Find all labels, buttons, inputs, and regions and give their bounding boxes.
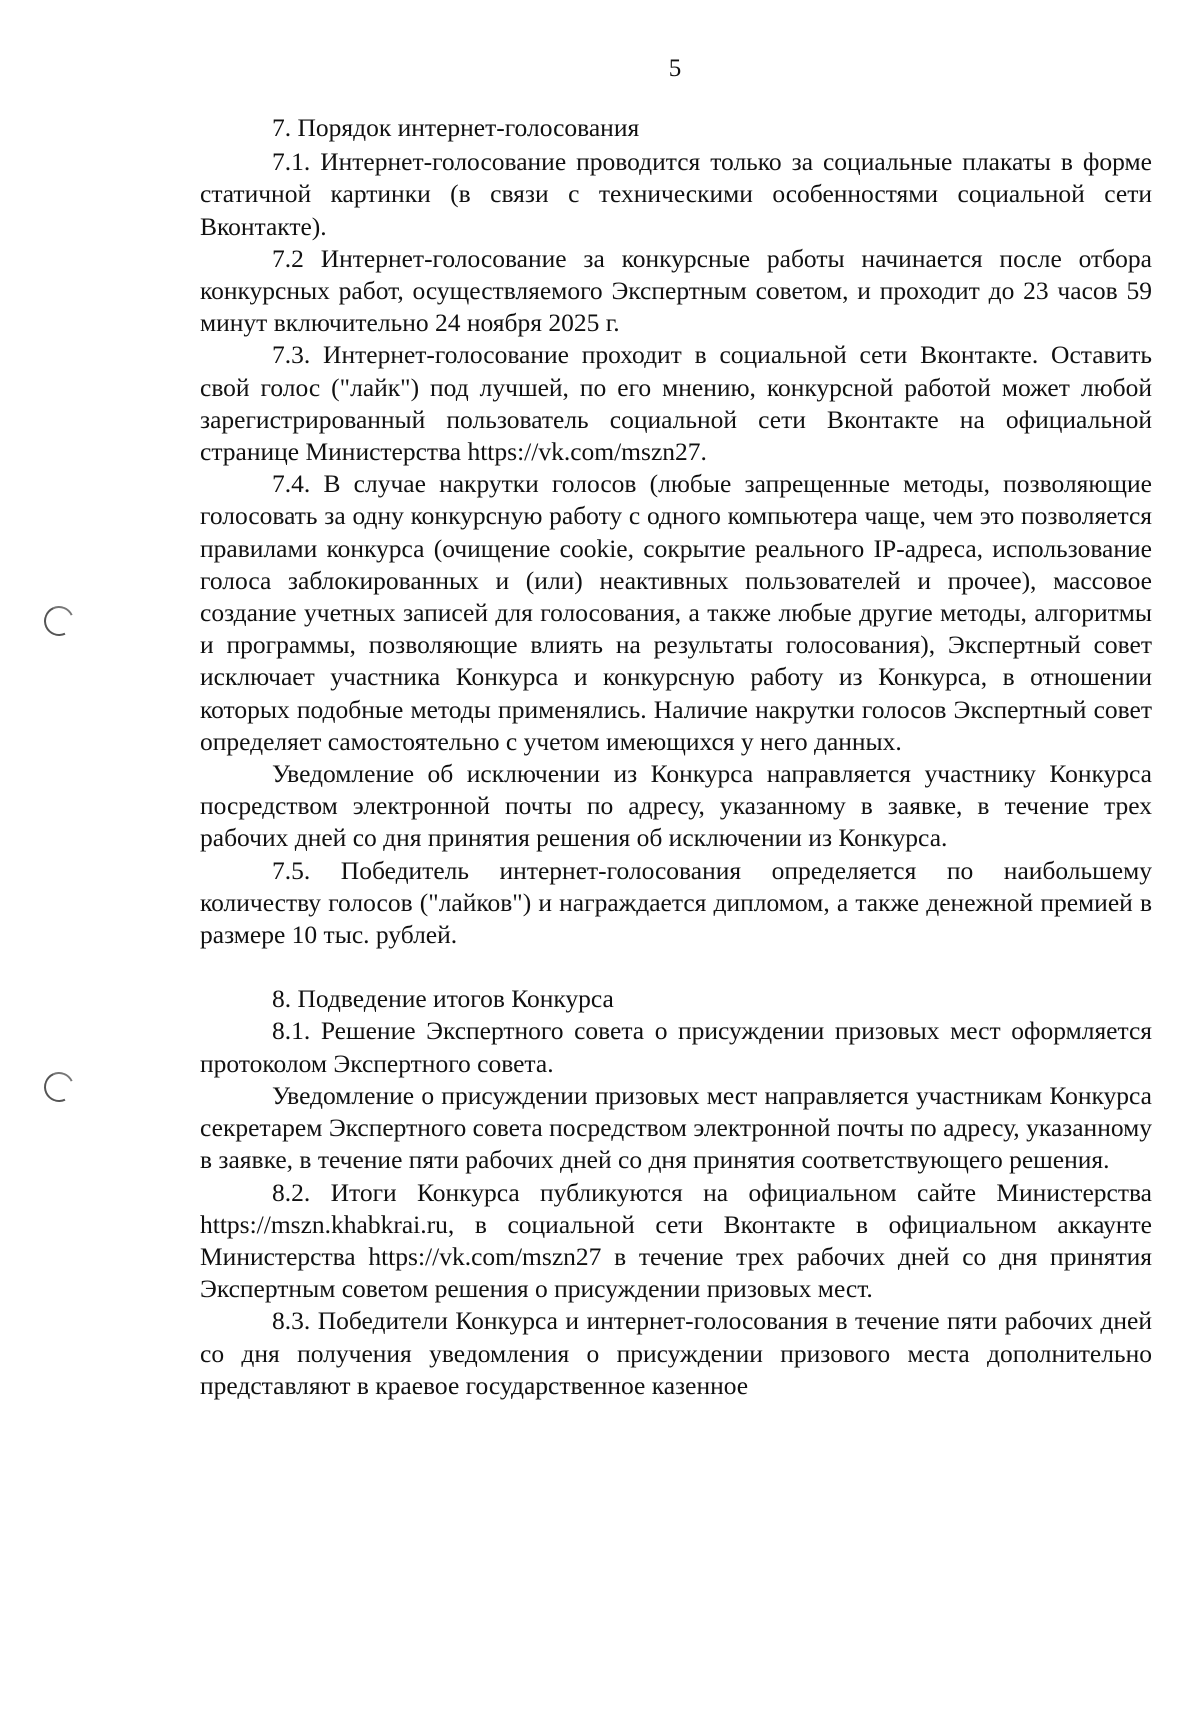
paragraph-8-1: 8.1. Решение Экспертного совета о присуждении призовых мест оформляется протоколом Экспертного совета. bbox=[200, 1016, 1152, 1078]
paragraph-8-3: 8.3. Победители Конкурса и интернет-голосования в течение пяти рабочих дней со дня получения уведомления о присуждении призового места дополнительно представляют в краевое государственное казенное bbox=[200, 1306, 1152, 1400]
section-8-title: 8. Подведение итогов Конкурса bbox=[272, 984, 614, 1014]
binder-hole-mark bbox=[40, 602, 78, 640]
binder-hole-mark bbox=[40, 1068, 78, 1106]
paragraph-7-1: 7.1. Интернет-голосование проводится только за социальные плакаты в форме статичной картинки (в связи с техническими особенностями социальной сети Вконтакте). bbox=[200, 147, 1152, 241]
paragraph-8-2: 8.2. Итоги Конкурса публикуются на официальном сайте Министерства https://mszn.khabkrai.ru, в социальной сети Вконтакте в официальном аккаунте Министерства https://vk.com/mszn27 в течение трех рабочих дней со дня принятия Экспертным советом решения о присуждении призовых мест. bbox=[200, 1177, 1152, 1304]
paragraph-8-1-notice: Уведомление о присуждении призовых мест направляется участникам Конкурса секретарем Экспертного совета посредством электронной почты по адресу, указанному в заявке, в течение пяти рабочих дней со дня принятия соответствующего решения. bbox=[200, 1080, 1152, 1175]
paragraph-7-3: 7.3. Интернет-голосование проходит в социальной сети Вконтакте. Оставить свой голос ("лайк") под лучшей, по его мнению, конкурсной работой может любой зарегистрированный пользователь социальной сети Вконтакте на официальной странице Министерства https://vk.com/mszn27. bbox=[200, 340, 1152, 467]
paragraph-7-4-notice: Уведомление об исключении из Конкурса направляется участнику Конкурса посредством электронной почты по адресу, указанному в заявке, в течение трех рабочих дней со дня принятия решения об исключении из Конкурса. bbox=[200, 759, 1152, 853]
section-7-title: 7. Порядок интернет-голосования bbox=[272, 113, 640, 142]
document-body bbox=[200, 112, 1152, 1402]
page-number: 5 bbox=[668, 55, 682, 82]
paragraph-7-2: 7.2 Интернет-голосование за конкурсные работы начинается после отбора конкурсных работ, осуществляемого Экспертным советом, и проходит до 23 часов 59 минут включительно 24 ноября 2025 г. bbox=[200, 243, 1152, 338]
paragraph-7-5: 7.5. Победитель интернет-голосования определяется по наибольшему количеству голосов ("лайков") и награждается дипломом, а также денежной премией в размере 10 тыс. рублей. bbox=[200, 855, 1152, 950]
paragraph-7-4: 7.4. В случае накрутки голосов (любые запрещенные методы, позволяющие голосовать за одну конкурсную работу с одного компьютера чаще, чем это позволяется правилами конкурса (очищение cookie, сокрытие реального IP-адреса, использование голоса заблокированных и (или) неактивных пользователей и прочее), массовое создание учетных записей для голосования, а также любые другие методы, алгоритмы и программы, позволяющие влиять на результаты голосования), Экспертный совет исключает участника Конкурса и конкурсную работу из Конкурса, в отношении которых подобные методы применялись. Наличие накрутки голосов Экспертный совет определяет самостоятельно с учетом имеющихся у него данных. bbox=[200, 469, 1152, 756]
